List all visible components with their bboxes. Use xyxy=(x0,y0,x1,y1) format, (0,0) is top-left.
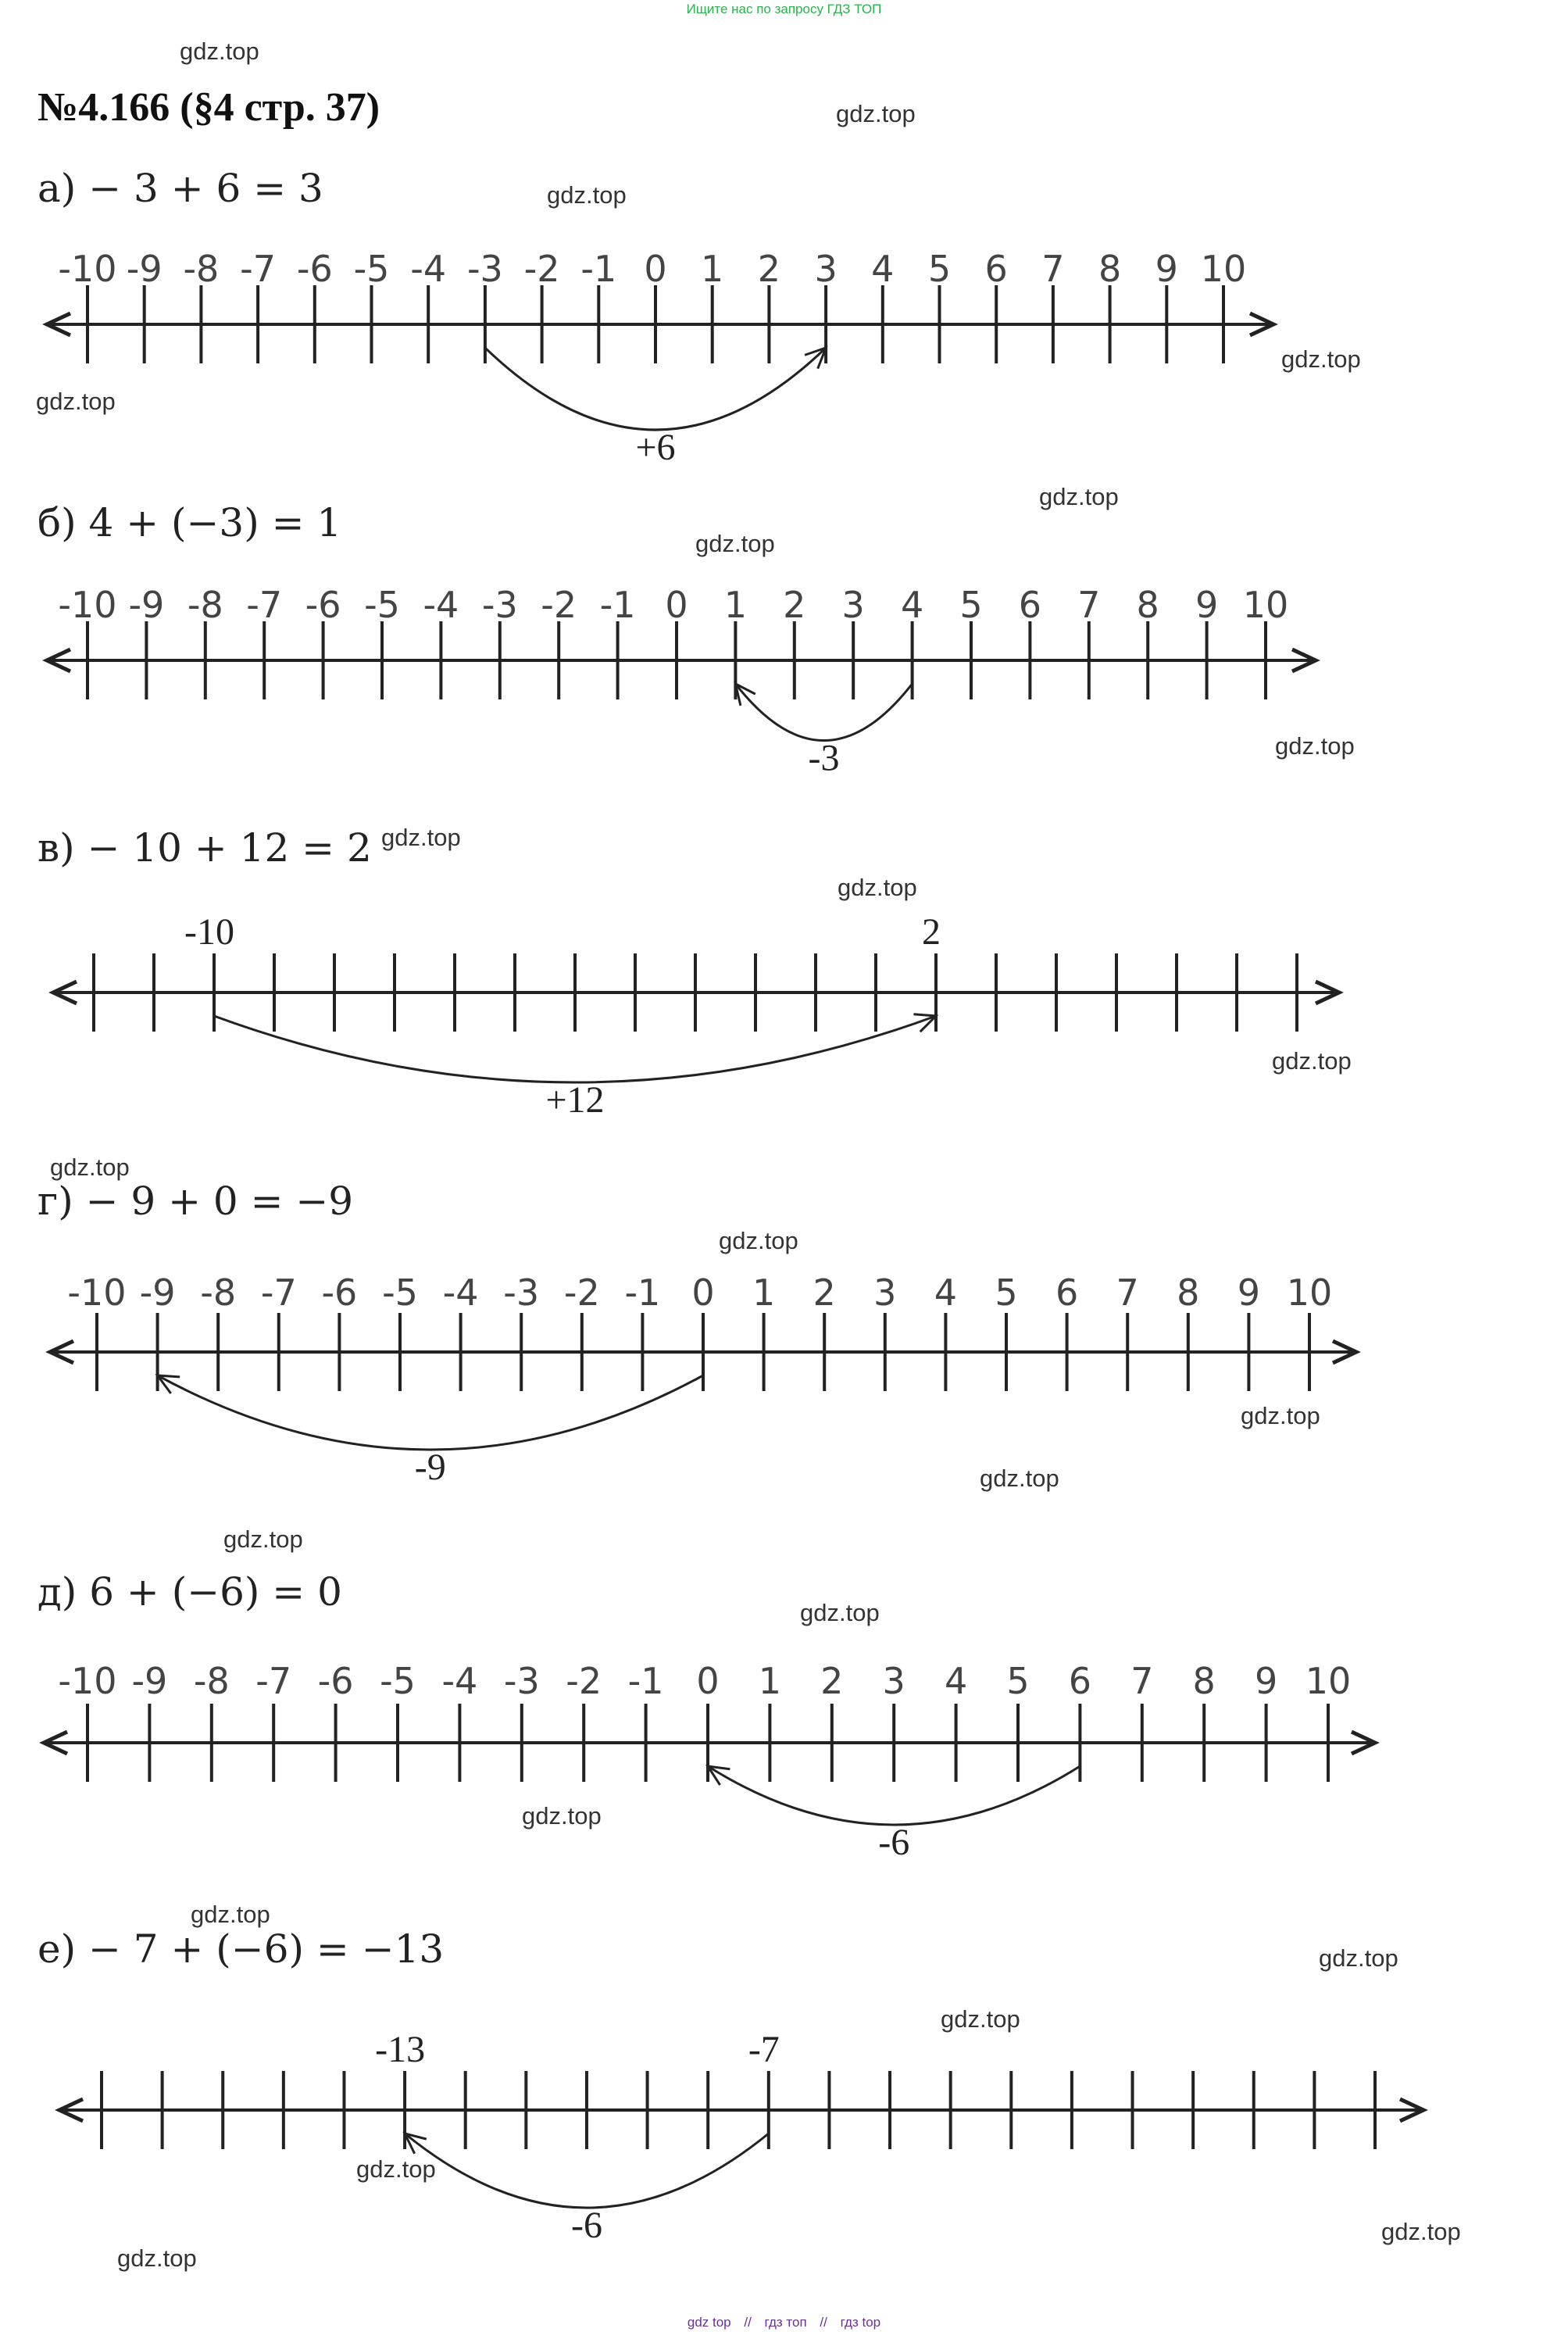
tick-label: -8 xyxy=(187,584,223,626)
watermark: gdz.top xyxy=(980,1465,1059,1492)
watermark: gdz.top xyxy=(695,530,775,557)
equation-label: г) xyxy=(38,1179,73,1224)
tick-label: 0 xyxy=(696,1660,720,1702)
watermark: gdz.top xyxy=(522,1802,602,1829)
watermark: gdz.top xyxy=(719,1227,798,1254)
tick-label: 6 xyxy=(1055,1272,1079,1314)
tick-label: 5 xyxy=(1006,1660,1030,1702)
tick-label: 4 xyxy=(944,1660,968,1702)
tick-label: -3 xyxy=(503,1272,540,1314)
equation-a xyxy=(38,166,323,211)
tick-label: -4 xyxy=(410,248,447,290)
tick-label: -9 xyxy=(131,1660,168,1702)
tick-label: -1 xyxy=(599,584,636,626)
tick-label: -1 xyxy=(627,1660,664,1702)
tick-label: 0 xyxy=(644,248,667,290)
tick-label: 9 xyxy=(1195,584,1219,626)
tick-label: 1 xyxy=(758,1660,782,1702)
tick-label: 3 xyxy=(873,1272,897,1314)
tick-label: -1 xyxy=(580,248,617,290)
equation-label: в) xyxy=(38,825,75,871)
value-label: -13 xyxy=(375,2029,426,2070)
tick-label: -4 xyxy=(423,584,459,626)
equation-f xyxy=(38,1926,444,1972)
hop-label: -3 xyxy=(808,737,840,779)
watermark: gdz.top xyxy=(1272,1047,1352,1075)
tick-label: 5 xyxy=(959,584,983,626)
equation-label: е) xyxy=(38,1926,77,1972)
tick-label: -6 xyxy=(317,1660,354,1702)
equation-e xyxy=(38,1569,342,1615)
number-line-f xyxy=(0,2001,1568,2251)
tick-label: -8 xyxy=(193,1660,230,1702)
tick-label: 1 xyxy=(701,248,724,290)
tick-label: 1 xyxy=(723,584,748,626)
hop-arc xyxy=(735,684,912,741)
tick-label: -10 xyxy=(58,584,117,626)
watermark: gdz.top xyxy=(1275,732,1355,760)
watermark: gdz.top xyxy=(941,2005,1020,2033)
tick-label: -5 xyxy=(382,1272,418,1314)
tick-label: 7 xyxy=(1116,1272,1139,1314)
equation-d xyxy=(38,1179,353,1224)
tick-label: -10 xyxy=(58,1660,117,1702)
number-line-e xyxy=(0,1645,1568,1895)
watermark: gdz.top xyxy=(381,824,461,851)
equation-text: − 9 + 0 = −9 xyxy=(85,1179,354,1224)
value-label: -10 xyxy=(184,911,234,953)
value-label: 2 xyxy=(922,911,941,953)
tick-label: -7 xyxy=(255,1660,292,1702)
footer-separator: // xyxy=(744,2315,752,2330)
watermark: gdz.top xyxy=(1039,483,1119,510)
tick-label: 10 xyxy=(1200,248,1247,290)
footer-link[interactable]: гдз top xyxy=(840,2315,881,2330)
number-line-d xyxy=(0,1254,1568,1520)
hop-label: -6 xyxy=(570,2205,602,2246)
tick-label: -6 xyxy=(305,584,341,626)
watermark: gdz.top xyxy=(547,181,627,209)
tick-label: -4 xyxy=(442,1272,479,1314)
tick-label: -3 xyxy=(466,248,503,290)
equation-text: 4 + (−3) = 1 xyxy=(88,500,342,545)
tick-label: 2 xyxy=(813,1272,836,1314)
tick-label: 8 xyxy=(1177,1272,1200,1314)
tick-label: -8 xyxy=(183,248,220,290)
tick-label: 9 xyxy=(1254,1660,1278,1702)
tick-label: 2 xyxy=(820,1660,844,1702)
tick-label: -2 xyxy=(541,584,577,626)
footer-separator: // xyxy=(820,2315,827,2330)
watermark: gdz.top xyxy=(836,100,916,127)
watermark: gdz.top xyxy=(1319,1944,1398,1972)
equation-label: д) xyxy=(38,1569,77,1615)
tick-label: 4 xyxy=(934,1272,958,1314)
tick-label: 0 xyxy=(691,1272,715,1314)
tick-label: 7 xyxy=(1041,248,1065,290)
tick-label: -5 xyxy=(380,1660,416,1702)
tick-label: -7 xyxy=(240,248,277,290)
hop-label: +12 xyxy=(545,1079,605,1121)
tick-label: 7 xyxy=(1077,584,1101,626)
watermark: gdz.top xyxy=(180,38,259,65)
tick-label: -9 xyxy=(128,584,165,626)
hop-label: -9 xyxy=(414,1447,446,1488)
footer-link[interactable]: гдз топ xyxy=(764,2315,807,2330)
tick-label: -2 xyxy=(563,1272,600,1314)
tick-label: -3 xyxy=(503,1660,540,1702)
tick-label: -6 xyxy=(321,1272,358,1314)
watermark: gdz.top xyxy=(838,874,917,901)
page-title: №4.166 (§4 стр. 37) xyxy=(38,85,380,130)
hop-arc xyxy=(158,1375,703,1450)
tick-label: 10 xyxy=(1242,584,1289,626)
tick-label: 8 xyxy=(1098,248,1122,290)
tick-label: -9 xyxy=(139,1272,176,1314)
number-line-b xyxy=(0,570,1568,805)
value-label: -7 xyxy=(748,2029,780,2070)
tick-label: 0 xyxy=(665,584,688,626)
watermark: gdz.top xyxy=(36,388,116,415)
tick-label: -8 xyxy=(200,1272,237,1314)
tick-label: 9 xyxy=(1237,1272,1261,1314)
tick-label: 6 xyxy=(1018,584,1042,626)
tick-label: 2 xyxy=(783,584,806,626)
tick-label: -3 xyxy=(481,584,518,626)
tick-label: 10 xyxy=(1305,1660,1352,1702)
tick-label: 8 xyxy=(1136,584,1159,626)
tick-label: 4 xyxy=(900,584,924,626)
tick-label: -7 xyxy=(246,584,283,626)
tick-label: 2 xyxy=(757,248,781,290)
tick-label: 1 xyxy=(752,1272,776,1314)
tick-label: 7 xyxy=(1130,1660,1154,1702)
watermark: gdz.top xyxy=(117,2244,197,2272)
tick-label: -9 xyxy=(126,248,163,290)
tick-label: 3 xyxy=(841,584,865,626)
equation-text: 6 + (−6) = 0 xyxy=(89,1569,342,1615)
tick-label: -2 xyxy=(523,248,560,290)
footer-link[interactable]: gdz top xyxy=(687,2315,731,2330)
tick-label: -6 xyxy=(296,248,333,290)
watermark: gdz.top xyxy=(800,1599,880,1626)
hop-label: -6 xyxy=(878,1822,910,1863)
watermark: gdz.top xyxy=(50,1153,130,1181)
tick-label: 3 xyxy=(882,1660,905,1702)
hop-label: +6 xyxy=(635,427,676,468)
top-banner: Ищите нас по запросу ГДЗ ТОП xyxy=(686,2,882,16)
equation-text: − 10 + 12 = 2 xyxy=(87,825,372,871)
tick-label: 8 xyxy=(1192,1660,1216,1702)
watermark: gdz.top xyxy=(1381,2218,1461,2245)
equation-text: − 7 + (−6) = −13 xyxy=(88,1926,445,1972)
tick-label: -5 xyxy=(364,584,400,626)
tick-label: 5 xyxy=(927,248,952,290)
tick-label: 6 xyxy=(1068,1660,1092,1702)
tick-label: 10 xyxy=(1286,1272,1333,1314)
tick-label: 3 xyxy=(814,248,838,290)
tick-label: 6 xyxy=(984,248,1008,290)
tick-label: -4 xyxy=(441,1660,478,1702)
number-line-c xyxy=(0,899,1568,1149)
equation-c xyxy=(38,825,372,871)
tick-label: -1 xyxy=(624,1272,661,1314)
tick-label: -10 xyxy=(67,1272,127,1314)
equation-label: а) xyxy=(38,166,77,211)
tick-label: 5 xyxy=(995,1272,1018,1314)
tick-label: 4 xyxy=(871,248,895,290)
tick-label: -5 xyxy=(353,248,390,290)
equation-b xyxy=(38,500,341,545)
tick-label: -10 xyxy=(58,248,117,290)
watermark: gdz.top xyxy=(223,1525,303,1553)
equation-text: − 3 + 6 = 3 xyxy=(88,166,323,211)
equation-label: б) xyxy=(38,500,77,545)
watermark: gdz.top xyxy=(191,1901,270,1928)
tick-label: -7 xyxy=(260,1272,297,1314)
footer-links xyxy=(0,2315,1568,2330)
watermark: gdz.top xyxy=(1241,1402,1320,1429)
tick-label: 9 xyxy=(1155,248,1178,290)
tick-label: -2 xyxy=(566,1660,602,1702)
watermark: gdz.top xyxy=(1281,345,1361,373)
watermark: gdz.top xyxy=(356,2155,436,2183)
